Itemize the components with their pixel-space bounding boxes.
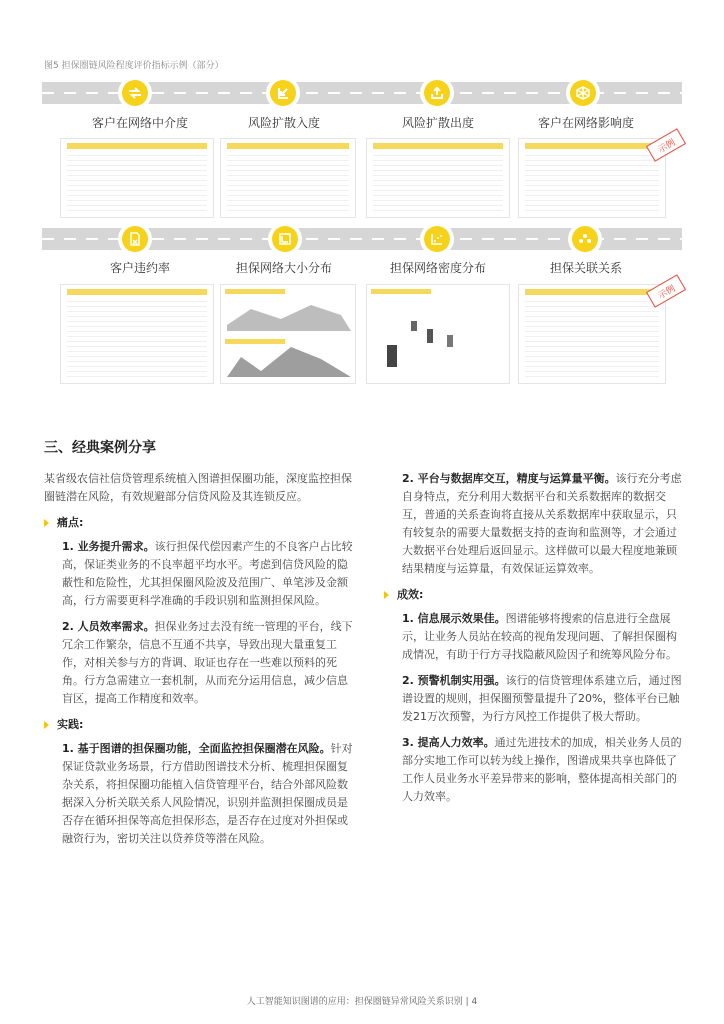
inbox-arrow-icon (266, 76, 300, 110)
table-thumbnail (518, 284, 666, 384)
intro-paragraph: 某省级农信社信贷管理系统植入图谱担保圈功能，深度监控担保圈链潜在风险，有效规避部分信贷风险及其连锁反应。 (44, 472, 352, 503)
metric-label: 客户违约率 (109, 261, 170, 275)
document-x-icon (118, 222, 152, 256)
metric-label: 担保网络密度分布 (389, 261, 486, 275)
metric-label: 客户在网络影响度 (537, 116, 634, 130)
chart-thumbnail (366, 284, 510, 384)
figure-band-row1 (42, 82, 682, 104)
result-heading: 成效: (384, 586, 684, 604)
table-thumbnail (60, 284, 214, 384)
pain-item: 1. 业务提升需求。该行担保代偿因素产生的不良客户占比较高，保证类业务的不良率超平均水平。考虑到信贷风险的隐蔽性和危险性，尤其担保圈风险波及范围广、单笔涉及金额高，行方需要更科学准确的手段识别和监测担保风险。 (62, 540, 353, 607)
scatter-icon (420, 222, 454, 256)
table-thumbnail (366, 138, 510, 218)
result-item: 3. 提高人力效率。通过先进技术的加成，相关业务人员的部分实地工作可以转为线上操作，图谱成果共享也降低了工作人员业务水平差异带来的影响，整体提高相关部门的人力效率。 (402, 736, 682, 803)
practice-item: 1. 基于图谱的担保圈功能，全面监控担保圈潜在风险。针对保证贷款业务场景，行方借助图谱技术分析、梳理担保圈复杂关系，将担保圈功能植入信贷管理平台，结合外部风险数据深入分析关联关系人风险情况，识别并监测担保圈成员是否存在循环担保等高危担保形态，是否存在过度对外担保或融资行为，密切关注以贷养贷等潜在风险。 (62, 742, 353, 845)
figure-band-row2 (42, 228, 682, 250)
metric-label: 客户在网络中介度 (91, 116, 188, 130)
left-column (44, 470, 354, 856)
practice-item: 2. 平台与数据库交互，精度与运算量平衡。该行充分考虑自身特点，充分利用大数据平台和关系数据库的数据交互，普通的关系查询将直接从关系数据库中获取显示，只有较复杂的需要大量数据支持的查询和监测等，才会通过大数据平台处理后返回显示。这样做可以最大程度地兼顾结果精度与运算量，有效保证运算效率。 (402, 472, 682, 575)
metric-label: 风险扩散入度 (247, 116, 320, 130)
figure-caption: 图5 担保圈链风险程度评价指标示例（部分） (44, 61, 224, 71)
section-title: 三、经典案例分享 (44, 440, 156, 456)
page-footer: 人工智能知识图谱的应用：担保圈链异常风险关系识别 | 4 (246, 997, 478, 1007)
example-stamp: 示例 (646, 128, 686, 162)
table-thumbnail (518, 138, 666, 218)
table-thumbnail (220, 138, 356, 218)
practice-heading: 实践: (44, 716, 354, 734)
outbox-arrow-icon (420, 76, 454, 110)
pain-heading: 痛点: (44, 514, 354, 532)
right-column (384, 470, 684, 814)
result-item: 2. 预警机制实用强。该行的信贷管理体系建立后，通过图谱设置的规则，担保圈预警量提升了20%，整体平台已触发21万次预警，为行方风控工作提供了极大帮助。 (402, 674, 682, 723)
metric-label: 风险扩散出度 (401, 116, 474, 130)
result-item: 1. 信息展示效果佳。图谱能够将搜索的信息进行全盘展示，让业务人员站在较高的视角发现问题、了解担保圈构成情况，有助于行方寻找隐蔽风险因子和统筹风险分布。 (402, 612, 677, 661)
metric-label: 担保网络大小分布 (235, 261, 332, 275)
pain-item: 2. 人员效率需求。担保业务过去没有统一管理的平台，线下冗余工作繁杂，信息不互通不共享，导致出现大量重复工作，对相关参与方的背调、取证也存在一些难以预料的死角。行方急需建立一套机制，从而充分运用信息，减少信息盲区，提高工作精度和效率。 (62, 620, 353, 705)
example-stamp: 示例 (646, 274, 686, 308)
arrows-icon (118, 76, 152, 110)
metric-label: 担保关联关系 (549, 261, 622, 275)
people-group-icon (568, 222, 602, 256)
table-thumbnail (60, 138, 214, 218)
chart-frame-icon (268, 222, 302, 256)
network-cube-icon (566, 76, 600, 110)
chart-thumbnail (220, 284, 356, 384)
